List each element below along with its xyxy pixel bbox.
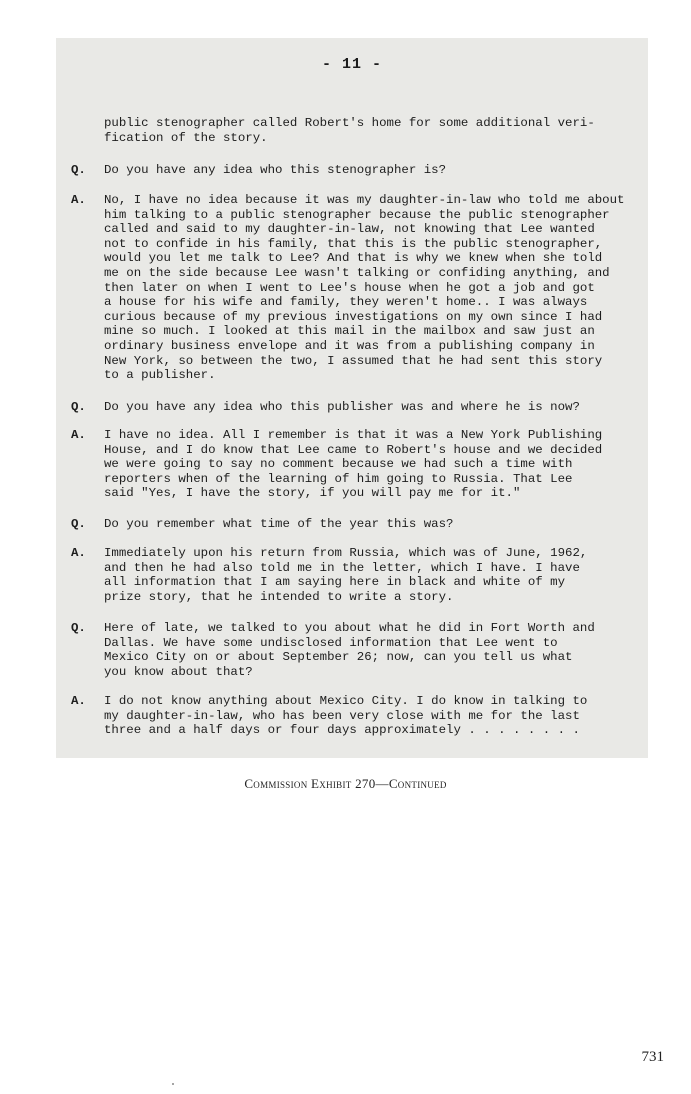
answer-label: A. xyxy=(71,428,86,442)
question-label: Q. xyxy=(71,400,86,414)
paragraph-text: public stenographer called Robert's home for some additional veri- fication of the story. xyxy=(104,116,595,145)
scan-speck xyxy=(172,1083,174,1085)
answer-text: No, I have no idea because it was my daughter-in-law who told me about him talking to a public stenographer because the public stenographer called and said to my daughter-in-law, not knowing that Lee wanted not to confide in his family, that this is the public stenographer, would you let me talk to Lee? And that is why we knew when she told me on the side because Lee wasn't talking or confiding anything, and then later on when I went to Lee's house when he got a job and got a house for his wife and family, they weren't home.. I was always curious because of my previous investigations on my own since I had mine so much. I looked at this mail in the mailbox and saw just an ordinary business envelope and it was from a publishing company in New York, so between the two, I assumed that he had sent this story to a publisher. xyxy=(104,193,625,383)
answer-label: A. xyxy=(71,193,86,207)
answer-text: Immediately upon his return from Russia, which was of June, 1962, and then he had also told me in the letter, which I have. I have all information that I am saying here in black and white of my prize story, that he intended to write a story. xyxy=(104,546,588,604)
question-text: Here of late, we talked to you about what he did in Fort Worth and Dallas. We have some undisclosed information that Lee went to Mexico City on or about September 26; now, can you tell us what you know about that? xyxy=(104,621,595,679)
exhibit-caption: Commission Exhibit 270—Continued xyxy=(244,776,447,791)
question-label: Q. xyxy=(71,163,86,177)
answer-text: I do not know anything about Mexico City. I do know in talking to my daughter-in-law, who has been very close with me for the last three and a half days or four days approximately . . . . . . . . xyxy=(104,694,588,738)
question-text: Do you have any idea who this publisher was and where he is now? xyxy=(104,400,580,414)
scanned-page xyxy=(56,38,648,758)
answer-text: I have no idea. All I remember is that it was a New York Publishing House, and I do know that Lee came to Robert's house and we decided we were going to say no comment because we had such a time with reporters when of the learning of him going to Russia. That Lee said "Yes, I have the story, if you will pay me for it." xyxy=(104,428,603,501)
question-label: Q. xyxy=(71,621,86,635)
question-text: Do you remember what time of the year this was? xyxy=(104,517,454,531)
question-text: Do you have any idea who this stenographer is? xyxy=(104,163,447,177)
page-number: - 11 - xyxy=(321,56,382,73)
answer-label: A. xyxy=(71,694,86,708)
question-label: Q. xyxy=(71,517,86,531)
folio-page-number: 731 xyxy=(641,1049,664,1065)
answer-label: A. xyxy=(71,546,86,560)
